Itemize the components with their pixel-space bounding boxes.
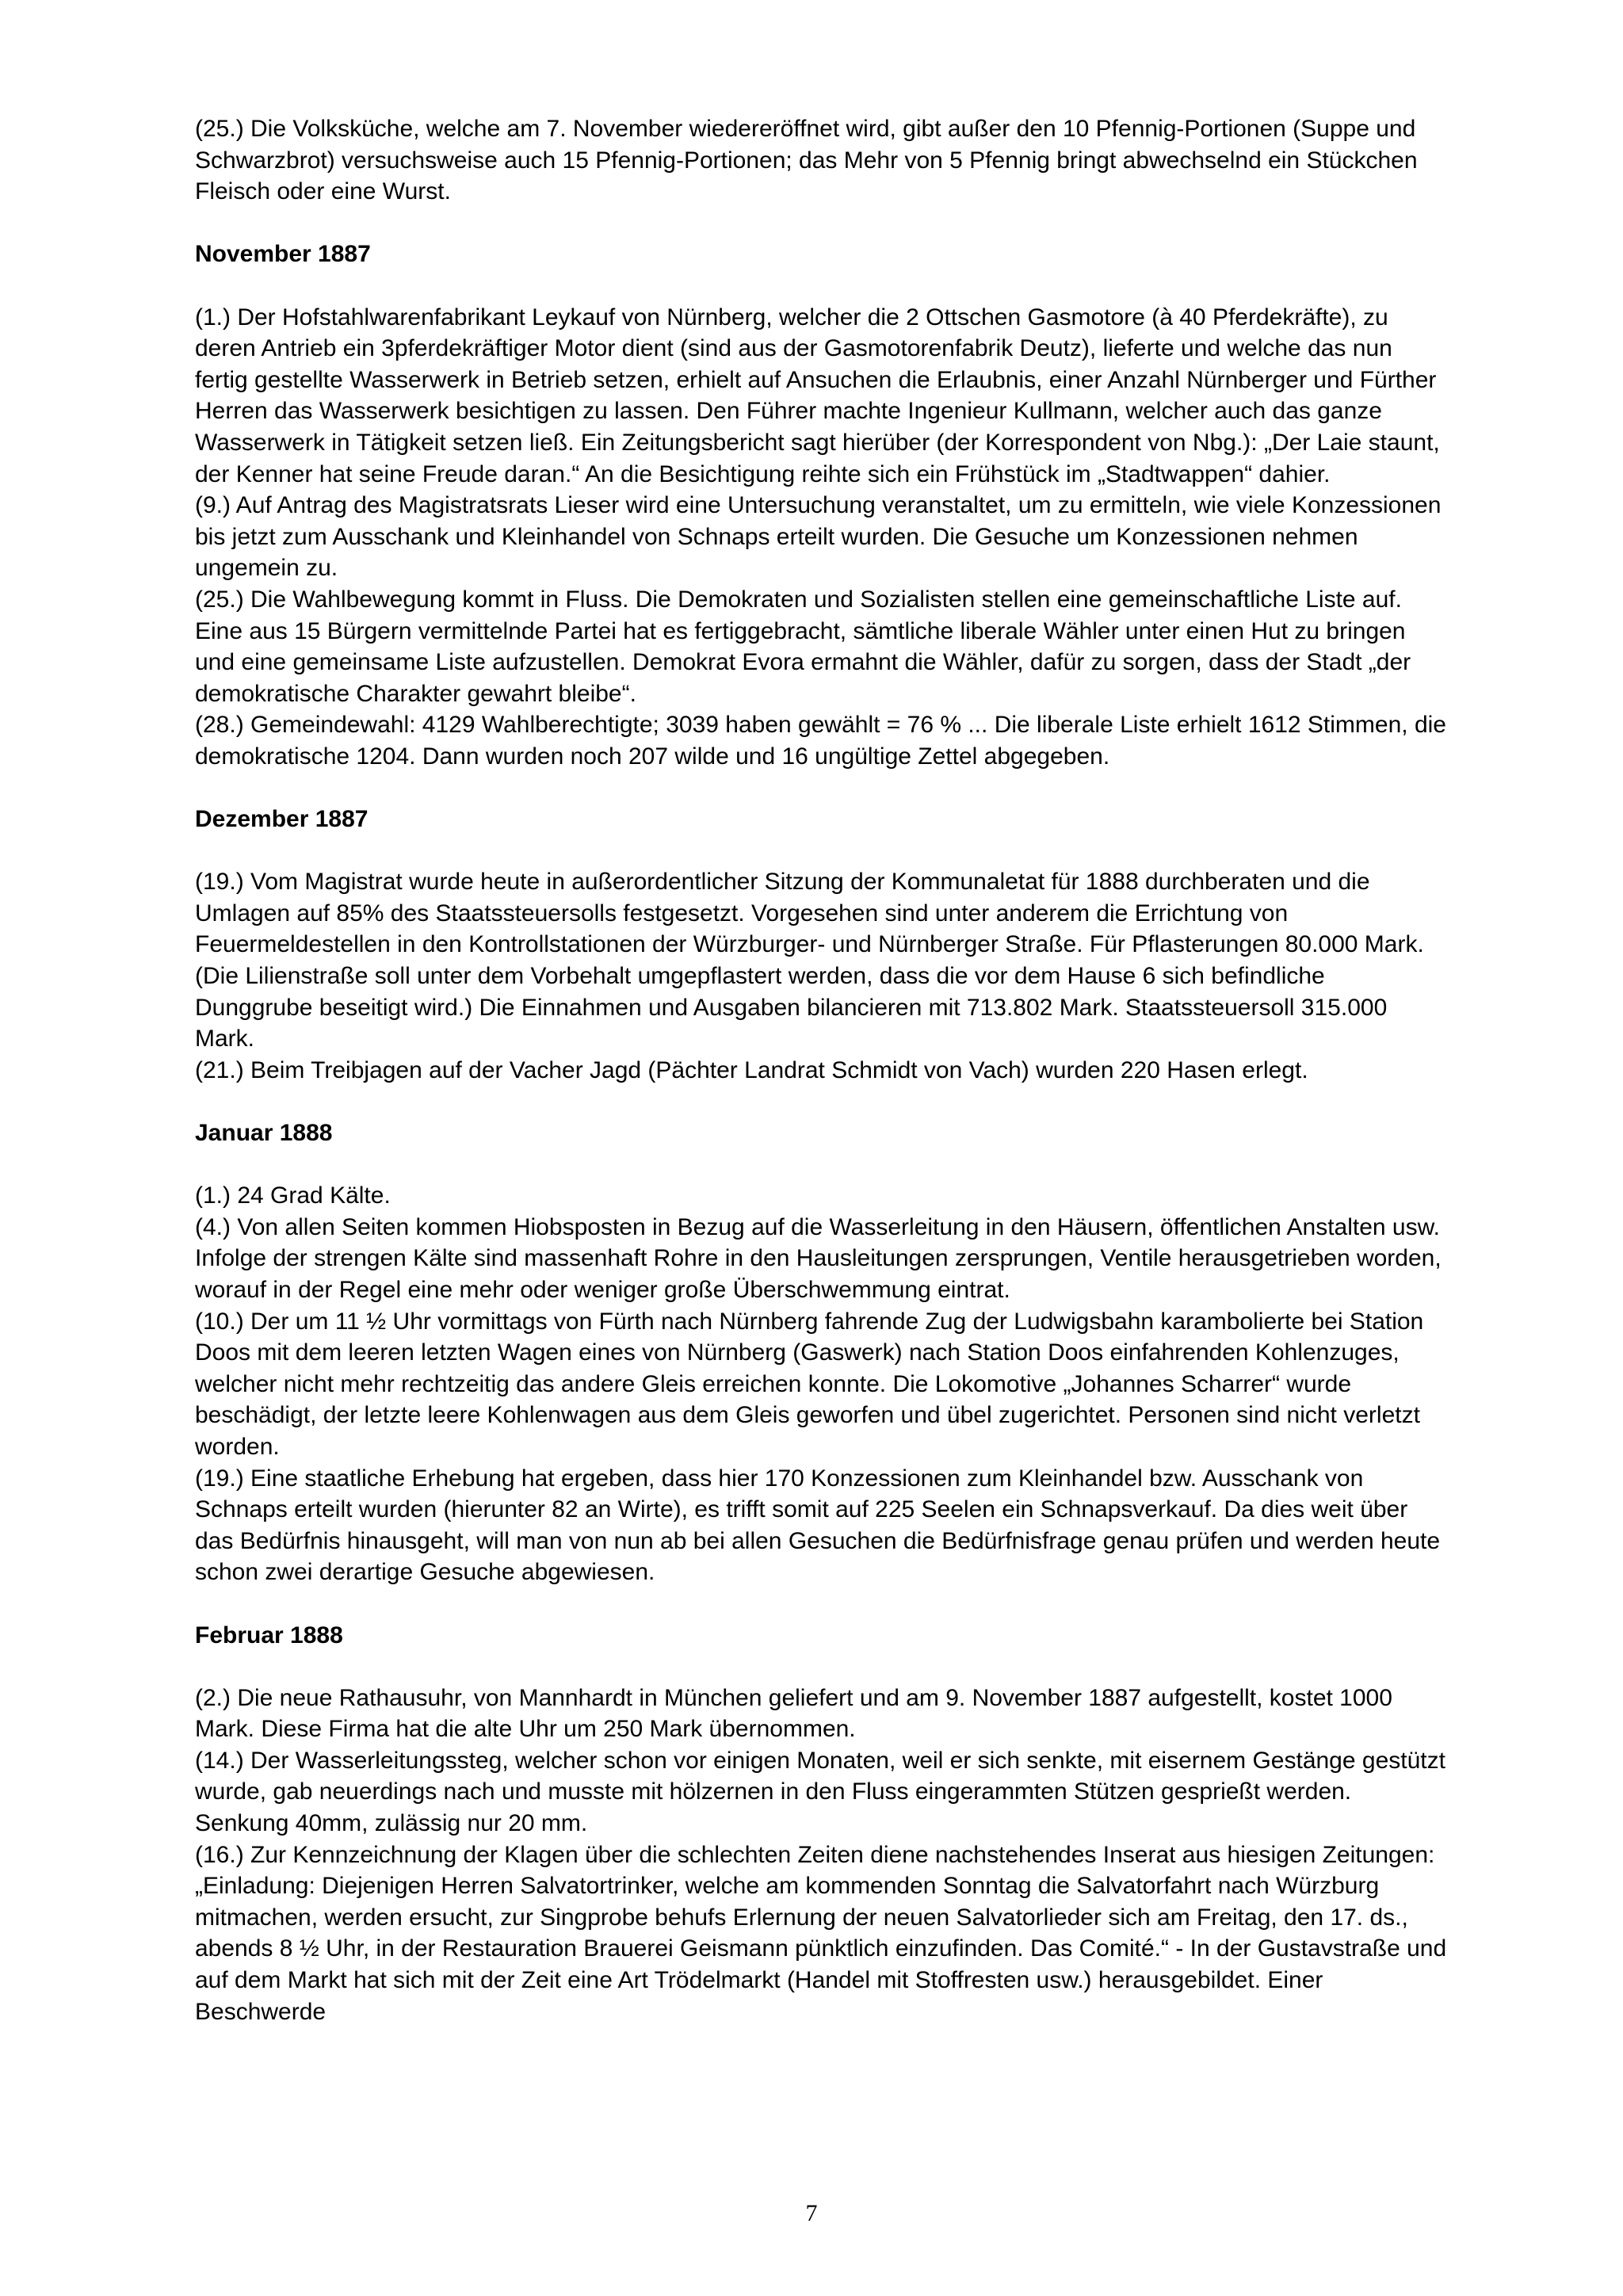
- spacer: [195, 1651, 1447, 1683]
- section-februar-1888: [195, 1620, 1447, 2028]
- section-heading: November 1887: [195, 241, 371, 268]
- document-page: [195, 113, 1447, 2027]
- spacer: [195, 772, 1447, 804]
- entry: (1.) 24 Grad Kälte.: [195, 1182, 391, 1209]
- section-dezember-1887: [195, 804, 1447, 1086]
- section-heading: Januar 1888: [195, 1120, 333, 1146]
- section-heading: Februar 1888: [195, 1622, 343, 1648]
- entry: (10.) Der um 11 ½ Uhr vormittags von Fürth nach Nürnberg fahrende Zug der Ludwigsbahn karambolierte bei Station Doos mit dem leeren letzten Wagen eines von Nürnberg (Gaswerk) nach Station Doos einfahrenden Kohlenzuges, welcher nicht mehr rechtzeitig das andere Gleis erreichen konnte. Die Lokomotive „Johannes Scharrer“ wurde beschädigt, der letzte leere Kohlenwagen aus dem Gleis geworfen und übel zugerichtet. Personen sind nicht verletzt worden.: [195, 1308, 1424, 1460]
- entry: (14.) Der Wasserleitungssteg, welcher schon vor einigen Monaten, weil er sich senkte, mit eisernem Gestänge gestützt wurde, gab neuerdings nach und musste mit hölzernen in den Fluss eingerammten Stützen gesprießt werden. Senkung 40mm, zulässig nur 20 mm.: [195, 1747, 1445, 1837]
- entry: (21.) Beim Treibjagen auf der Vacher Jagd (Pächter Landrat Schmidt von Vach) wurden 220 Hasen erlegt.: [195, 1056, 1308, 1083]
- page-number: 7: [805, 2200, 818, 2226]
- entry: (1.) Der Hofstahlwarenfabrikant Leykauf von Nürnberg, welcher die 2 Ottschen Gasmotore (à 40 Pferdekräfte), zu deren Antrieb ein 3pferdekräftiger Motor dient (sind aus der Gasmotorenfabrik Deutz), lieferte und welche das nun fertig gestellte Wasserwerk in Betrieb setzen, erhielt auf Ansuchen die Erlaubnis, einer Anzahl Nürnberger und Fürther Herren das Wasserwerk besichtigen zu lassen. Den Führer machte Ingenieur Kullmann, welcher auch das ganze Wasserwerk in Tätigkeit setzen ließ. Ein Zeitungsbericht sagt hierüber (der Korrespondent von Nbg.): „Der Laie staunt, der Kenner hat seine Freude daran.“ An die Besichtigung reihte sich ein Frühstück im „Stadtwappen“ dahier.: [195, 304, 1440, 487]
- section-heading: Dezember 1887: [195, 806, 369, 833]
- section-november-1887: [195, 239, 1447, 772]
- entry: (4.) Von allen Seiten kommen Hiobsposten in Bezug auf die Wasserleitung in den Häusern, öffentlichen Anstalten usw. Infolge der strengen Kälte sind massenhaft Rohre in den Hausleitungen zersprungen, Ventile herausgetrieben worden, worauf in der Regel eine mehr oder weniger große Überschwemmung eintrat.: [195, 1213, 1442, 1303]
- section-januar-1888: [195, 1117, 1447, 1588]
- spacer: [195, 1149, 1447, 1181]
- entry: (25.) Die Wahlbewegung kommt in Fluss. Die Demokraten und Sozialisten stellen eine gemeinschaftliche Liste auf. Eine aus 15 Bürgern vermittelnde Partei hat es fertiggebracht, sämtliche liberale Wähler unter einen Hut zu bringen und eine gemeinsame Liste aufzustellen. Demokrat Evora ermahnt die Wähler, dafür zu sorgen, dass der Stadt „der demokratische Charakter gewahrt bleibe“.: [195, 586, 1411, 707]
- entry: (2.) Die neue Rathausuhr, von Mannhardt in München geliefert und am 9. November 1887 aufgestellt, kostet 1000 Mark. Diese Firma hat die alte Uhr um 250 Mark übernommen.: [195, 1684, 1392, 1743]
- entry: (19.) Vom Magistrat wurde heute in außerordentlicher Sitzung der Kommunaletat für 1888 durchberaten und die Umlagen auf 85% des Staatssteuersolls festgesetzt. Vorgesehen sind unter anderem die Errichtung von Feuermeldestellen in den Kontrollstationen der Würzburger- und Nürnberger Straße. Für Pflasterungen 80.000 Mark. (Die Lilienstraße soll unter dem Vorbehalt umgepflastert werden, dass die vor dem Hause 6 sich befindliche Dunggrube beseitigt wird.) Die Einnahmen und Ausgaben bilancieren mit 713.802 Mark. Staatssteuersoll 315.000 Mark.: [195, 869, 1424, 1052]
- entry: (16.) Zur Kennzeichnung der Klagen über die schlechten Zeiten diene nachstehendes Inserat aus hiesigen Zeitungen: „Einladung: Diejenigen Herren Salvatortrinker, welche am kommenden Sonntag die Salvatorfahrt nach Würzburg mitmachen, werden ersucht, zur Singprobe behufs Erlernung der neuen Salvatorlieder sich am Freitag, den 17. ds., abends 8 ½ Uhr, in der Restauration Brauerei Geismann pünktlich einzufinden. Das Comité.“ - In der Gustavstraße und auf dem Markt hat sich mit der Zeit eine Art Trödelmarkt (Handel mit Stoffresten usw.) herausgebildet. Einer Beschwerde: [195, 1841, 1447, 2025]
- spacer: [195, 1588, 1447, 1620]
- entry: (9.) Auf Antrag des Magistratsrats Lieser wird eine Untersuchung veranstaltet, um zu ermitteln, wie viele Konzessionen bis jetzt zum Ausschank und Kleinhandel von Schnaps erteilt wurden. Die Gesuche um Konzessionen nehmen ungemein zu.: [195, 492, 1442, 582]
- spacer: [195, 270, 1447, 302]
- spacer: [195, 835, 1447, 867]
- intro-entry: (25.) Die Volksküche, welche am 7. November wiedereröffnet wird, gibt außer den 10 Pfennig-Portionen (Suppe und Schwarzbrot) versuchsweise auch 15 Pfennig-Portionen; das Mehr von 5 Pfennig bringt abwechselnd ein Stückchen Fleisch oder eine Wurst.: [195, 116, 1418, 205]
- spacer: [195, 1086, 1447, 1117]
- entry: (19.) Eine staatliche Erhebung hat ergeben, dass hier 170 Konzessionen zum Kleinhandel bzw. Ausschank von Schnaps erteilt wurden (hierunter 82 an Wirte), es trifft somit auf 225 Seelen ein Schnapsverkauf. Da dies weit über das Bedürfnis hinausgeht, will man von nun ab bei allen Gesuchen die Bedürfnisfrage genau prüfen und werden heute schon zwei derartige Gesuche abgewiesen.: [195, 1465, 1441, 1586]
- entry: (28.) Gemeindewahl: 4129 Wahlberechtigte; 3039 haben gewählt = 76 % ... Die liberale Liste erhielt 1612 Stimmen, die demokratische 1204. Dann wurden noch 207 wilde und 16 ungültige Zettel abgegeben.: [195, 712, 1446, 770]
- spacer: [195, 208, 1447, 239]
